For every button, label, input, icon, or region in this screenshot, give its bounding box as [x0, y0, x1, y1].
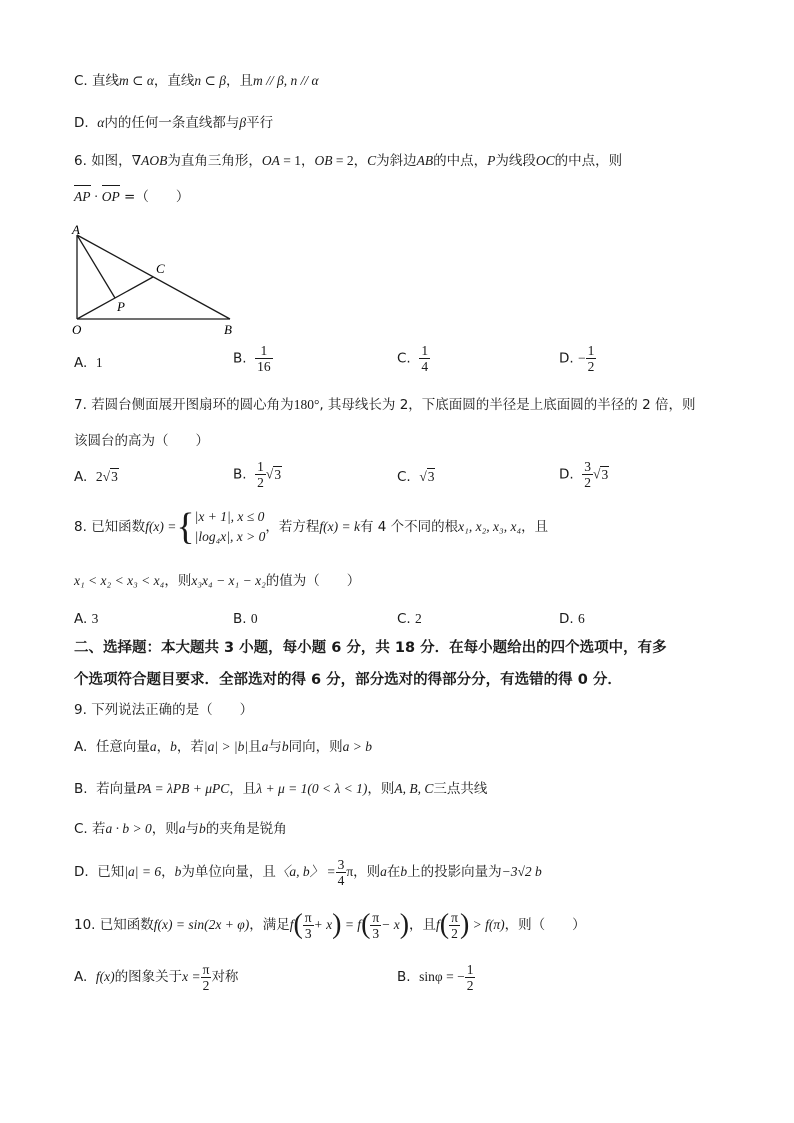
- q8-stem-line2: x₁ < x₂ < x₃ < x₄，则x₃x₄ − x₁ − x₂的值为（ ）: [74, 573, 361, 589]
- q6-option-c[interactable]: C. $\frac{1}{4}$: [397, 343, 429, 374]
- q7-stem-line2: 该圆台的高为（ ）: [74, 433, 209, 449]
- label-b: B: [224, 322, 232, 337]
- q8-option-a[interactable]: A. 3: [74, 611, 99, 627]
- q10-option-a[interactable]: A. f(x)的图象关于x = $\frac{\pi}{2}$ 对称: [74, 961, 239, 993]
- q10-stem: 10. 已知函数f(x) = sin(2x + φ)，满足f( $\frac{\pi}{3}$ + x) = f( $\frac{\pi}{3}$ − x)，且f( $\frac{\pi}{2}$ ) > f(π)，则（ ）: [74, 909, 586, 941]
- q6-option-a[interactable]: A. 1: [74, 355, 103, 371]
- q7-option-d[interactable]: D. $\frac{3}{2}$ √3: [559, 459, 609, 490]
- segment-ap: [77, 235, 115, 298]
- q9-option-a[interactable]: A. 任意向量a，b，若|a| > |b|且a与b同向，则a > b: [74, 739, 372, 755]
- q8-option-c[interactable]: C. 2: [397, 611, 422, 627]
- q6-option-b[interactable]: B. $\frac{1}{16}$: [233, 343, 271, 374]
- q7-stem: 7. 若圆台侧面展开图扇环的圆心角为180°, 其母线长为 2，下底面圆的半径是上底面圆的半径的 2 倍，则: [74, 397, 696, 413]
- q5-option-c: C. 直线m ⊂ α，直线n ⊂ β，且m // β, n // α: [74, 73, 319, 89]
- q6-triangle-figure: [66, 222, 246, 338]
- q7-option-c[interactable]: C. √3: [397, 469, 435, 485]
- label-c: C: [156, 261, 165, 276]
- section-2-heading-line2: 个选项符合题目要求．全部选对的得 6 分，部分选对的得部分分，有选错的得 0 分．: [74, 672, 622, 688]
- q9-option-d[interactable]: D. 已知|a| = 6，b为单位向量，且〈a, b〉 = $\frac{3}{4}$ π，则a在b上的投影向量为−3√2 b: [74, 856, 542, 888]
- vector-ap: AP: [74, 187, 91, 207]
- q9-stem: 9. 下列说法正确的是（ ）: [74, 702, 254, 718]
- q9-option-b[interactable]: B. 若向量PA = λPB + μPC，且λ + μ = 1(0 < λ < 1)，则A, B, C三点共线: [74, 781, 488, 797]
- q10-option-b[interactable]: B. sinφ = − $\frac{1}{2}$: [397, 961, 474, 993]
- q7-option-b[interactable]: B. $\frac{1}{2}$ √3: [233, 459, 282, 490]
- q8-stem: 8. 已知函数f(x) ={ |x + 1|, x ≤ 0 |log₄x|, x > 0 ，若方程f(x) = k有 4 个不同的根x₁, x₂, x₃, x₄，且: [74, 506, 549, 548]
- q7-option-a[interactable]: A. 2√3: [74, 469, 118, 485]
- q6-option-d[interactable]: D. − $\frac{1}{2}$: [559, 343, 595, 374]
- label-o: O: [72, 322, 82, 337]
- q6-stem: 6. 如图，∇AOB为直角三角形，OA = 1，OB = 2，C为斜边AB的中点，P为线段OC的中点，则: [74, 153, 623, 169]
- label-a: A: [72, 222, 80, 237]
- q9-option-c[interactable]: C. 若a · b > 0，则a与b的夹角是锐角: [74, 821, 287, 837]
- q8-option-b[interactable]: B. 0: [233, 611, 258, 627]
- section-2-heading: 二、选择题：本大题共 3 小题，每小题 6 分，共 18 分．在每小题给出的四个选项中，有多: [74, 640, 667, 656]
- vector-op: OP: [102, 187, 120, 207]
- label-p: P: [117, 299, 125, 314]
- q8-option-d[interactable]: D. 6: [559, 611, 585, 627]
- q6-stem-line2: AP · OP =（ ）: [74, 189, 190, 205]
- q5-option-d: D. α内的任何一条直线都与β平行: [74, 115, 274, 131]
